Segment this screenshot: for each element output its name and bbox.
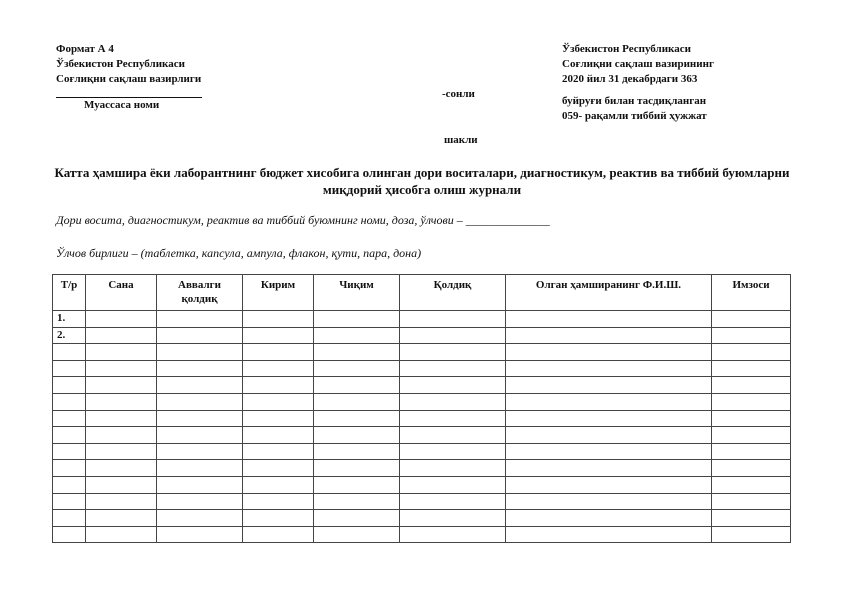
- table-cell[interactable]: [506, 360, 712, 377]
- table-cell[interactable]: [314, 377, 400, 394]
- row-number-cell[interactable]: [53, 427, 86, 444]
- table-cell[interactable]: [314, 311, 400, 328]
- table-cell[interactable]: [506, 510, 712, 527]
- journal-title: Катта ҳамшира ёки лаборантнинг бюджет хисобига олинган дори воситалари, диагностикум, реактив ва тиббий буюмларни миқдорий ҳисобга олиш журнали: [54, 165, 790, 197]
- table-row: [53, 427, 791, 444]
- table-cell[interactable]: [243, 427, 314, 444]
- col-header-previous-balance: Аввалги қолдиқ: [157, 275, 243, 311]
- table-row: [53, 476, 791, 493]
- table-cell[interactable]: [314, 476, 400, 493]
- table-cell[interactable]: [157, 311, 243, 328]
- row-number-cell[interactable]: [53, 510, 86, 527]
- table-row: [53, 410, 791, 427]
- table-cell[interactable]: [243, 526, 314, 543]
- table-cell[interactable]: [243, 360, 314, 377]
- table-cell[interactable]: [400, 493, 506, 510]
- table-cell[interactable]: [400, 526, 506, 543]
- order-date: 2020 йил 31 декабрдаги 363: [562, 73, 698, 85]
- table-cell[interactable]: [506, 493, 712, 510]
- unit-field: Ўлчов бирлиги – (таблетка, капсула, ампула, флакон, қути, пара, дона): [56, 246, 422, 260]
- table-cell[interactable]: [712, 427, 791, 444]
- table-row: [53, 510, 791, 527]
- table-cell[interactable]: [506, 427, 712, 444]
- table-cell[interactable]: [86, 427, 157, 444]
- drug-name-field: Дори восита, диагностикум, реактив ва тиббий буюмнинг номи, доза, ўлчови – ______________: [56, 213, 550, 227]
- table-cell[interactable]: [243, 393, 314, 410]
- table-cell[interactable]: [400, 460, 506, 477]
- table-cell[interactable]: [243, 311, 314, 328]
- table-cell[interactable]: [506, 476, 712, 493]
- row-number-cell[interactable]: [53, 460, 86, 477]
- col-header-expense: Чиқим: [314, 275, 400, 311]
- table-cell[interactable]: [712, 476, 791, 493]
- table-header-row: [53, 275, 791, 311]
- table-cell[interactable]: [157, 460, 243, 477]
- ministry-right: Соғлиқни сақлаш вазирининг: [562, 58, 714, 70]
- row-number-cell[interactable]: [53, 443, 86, 460]
- table-row: [53, 360, 791, 377]
- table-cell[interactable]: [314, 393, 400, 410]
- table-cell[interactable]: [86, 443, 157, 460]
- table-cell[interactable]: [400, 344, 506, 361]
- table-cell[interactable]: [157, 476, 243, 493]
- table-cell[interactable]: [86, 393, 157, 410]
- table-cell[interactable]: [243, 410, 314, 427]
- ministry-left: Соғлиқни сақлаш вазирлиги: [56, 73, 202, 85]
- row-number-cell[interactable]: 1.: [53, 311, 86, 328]
- table-cell[interactable]: [86, 377, 157, 394]
- table-cell[interactable]: [157, 393, 243, 410]
- table-cell[interactable]: [506, 393, 712, 410]
- table-cell[interactable]: [400, 360, 506, 377]
- table-cell[interactable]: [506, 410, 712, 427]
- row-number-cell[interactable]: [53, 476, 86, 493]
- table-cell[interactable]: [400, 427, 506, 444]
- table-cell[interactable]: [712, 443, 791, 460]
- journal-body: [53, 311, 791, 543]
- row-number-cell[interactable]: [53, 493, 86, 510]
- row-number-cell[interactable]: [53, 360, 86, 377]
- table-cell[interactable]: [400, 510, 506, 527]
- document-code: 059- рақамли тиббий ҳужжат: [562, 110, 707, 122]
- header-left: [56, 42, 202, 113]
- table-cell[interactable]: [243, 344, 314, 361]
- table-cell[interactable]: [86, 360, 157, 377]
- table-cell[interactable]: [86, 526, 157, 543]
- order-approved: буйруғи билан тасдиқланган: [562, 95, 707, 107]
- table-cell[interactable]: [314, 460, 400, 477]
- table-cell[interactable]: [712, 311, 791, 328]
- col-header-date: Сана: [86, 275, 157, 311]
- table-cell[interactable]: [157, 360, 243, 377]
- row-number-cell[interactable]: [53, 526, 86, 543]
- table-cell[interactable]: [314, 410, 400, 427]
- table-cell[interactable]: [400, 327, 506, 344]
- col-header-index: Т/р: [53, 275, 86, 311]
- table-cell[interactable]: [712, 377, 791, 394]
- table-cell[interactable]: [86, 410, 157, 427]
- table-cell[interactable]: [157, 526, 243, 543]
- table-cell[interactable]: [712, 510, 791, 527]
- table-cell[interactable]: [506, 526, 712, 543]
- row-number-cell[interactable]: [53, 344, 86, 361]
- table-cell[interactable]: [400, 476, 506, 493]
- table-cell[interactable]: [314, 360, 400, 377]
- table-cell[interactable]: [86, 476, 157, 493]
- table-cell[interactable]: [506, 460, 712, 477]
- institution-name-label: Муассаса номи: [84, 99, 160, 111]
- table-cell[interactable]: [157, 443, 243, 460]
- table-row: [53, 344, 791, 361]
- header-right: [562, 42, 714, 124]
- republic-left: Ўзбекистон Республикаси: [56, 58, 185, 70]
- table-cell[interactable]: [314, 493, 400, 510]
- table-cell[interactable]: [400, 410, 506, 427]
- table-row: [53, 377, 791, 394]
- table-cell[interactable]: [86, 460, 157, 477]
- table-cell[interactable]: [400, 443, 506, 460]
- table-cell[interactable]: [86, 344, 157, 361]
- table-cell[interactable]: [506, 327, 712, 344]
- table-cell[interactable]: [314, 526, 400, 543]
- table-cell[interactable]: [712, 344, 791, 361]
- table-row: [53, 327, 791, 344]
- row-number-cell[interactable]: 2.: [53, 327, 86, 344]
- table-cell[interactable]: [157, 410, 243, 427]
- table-cell[interactable]: [86, 493, 157, 510]
- table-cell[interactable]: [506, 377, 712, 394]
- table-cell[interactable]: [243, 377, 314, 394]
- col-header-income: Кирим: [243, 275, 314, 311]
- table-cell[interactable]: [314, 344, 400, 361]
- table-cell[interactable]: [506, 311, 712, 328]
- table-cell[interactable]: [400, 311, 506, 328]
- col-header-balance: Қолдиқ: [400, 275, 506, 311]
- table-row: [53, 311, 791, 328]
- table-row: [53, 493, 791, 510]
- table-cell[interactable]: [157, 427, 243, 444]
- table-cell[interactable]: [314, 510, 400, 527]
- table-cell[interactable]: [243, 443, 314, 460]
- table-cell[interactable]: [157, 344, 243, 361]
- table-cell[interactable]: [712, 327, 791, 344]
- table-cell[interactable]: [243, 493, 314, 510]
- table-cell[interactable]: [506, 344, 712, 361]
- table-cell[interactable]: [157, 510, 243, 527]
- republic-right: Ўзбекистон Республикаси: [562, 43, 691, 55]
- journal-table: [52, 274, 791, 543]
- table-cell[interactable]: [314, 443, 400, 460]
- table-cell[interactable]: [314, 427, 400, 444]
- table-row: [53, 526, 791, 543]
- row-number-cell[interactable]: [53, 377, 86, 394]
- row-number-cell[interactable]: [53, 410, 86, 427]
- col-header-signature: Имзоси: [712, 275, 791, 311]
- table-cell[interactable]: [712, 360, 791, 377]
- number-suffix: -сонли: [442, 88, 475, 100]
- table-cell[interactable]: [712, 526, 791, 543]
- table-cell[interactable]: [157, 327, 243, 344]
- institution-name-line[interactable]: [56, 89, 202, 98]
- format-label: Формат А 4: [56, 43, 114, 55]
- table-cell[interactable]: [314, 327, 400, 344]
- table-cell[interactable]: [712, 393, 791, 410]
- col-header-nurse-name: Олган ҳамширанинг Ф.И.Ш.: [506, 275, 712, 311]
- table-row: [53, 393, 791, 410]
- form-word: шакли: [444, 134, 478, 146]
- row-number-cell[interactable]: [53, 393, 86, 410]
- table-row: [53, 443, 791, 460]
- table-cell[interactable]: [400, 393, 506, 410]
- table-row: [53, 460, 791, 477]
- table-cell[interactable]: [86, 327, 157, 344]
- table-cell[interactable]: [157, 377, 243, 394]
- table-cell[interactable]: [243, 476, 314, 493]
- table-cell[interactable]: [86, 311, 157, 328]
- table-cell[interactable]: [157, 493, 243, 510]
- table-cell[interactable]: [86, 510, 157, 527]
- table-cell[interactable]: [712, 460, 791, 477]
- table-cell[interactable]: [506, 443, 712, 460]
- table-cell[interactable]: [400, 377, 506, 394]
- table-cell[interactable]: [712, 493, 791, 510]
- table-cell[interactable]: [243, 510, 314, 527]
- table-cell[interactable]: [243, 460, 314, 477]
- table-cell[interactable]: [712, 410, 791, 427]
- table-cell[interactable]: [243, 327, 314, 344]
